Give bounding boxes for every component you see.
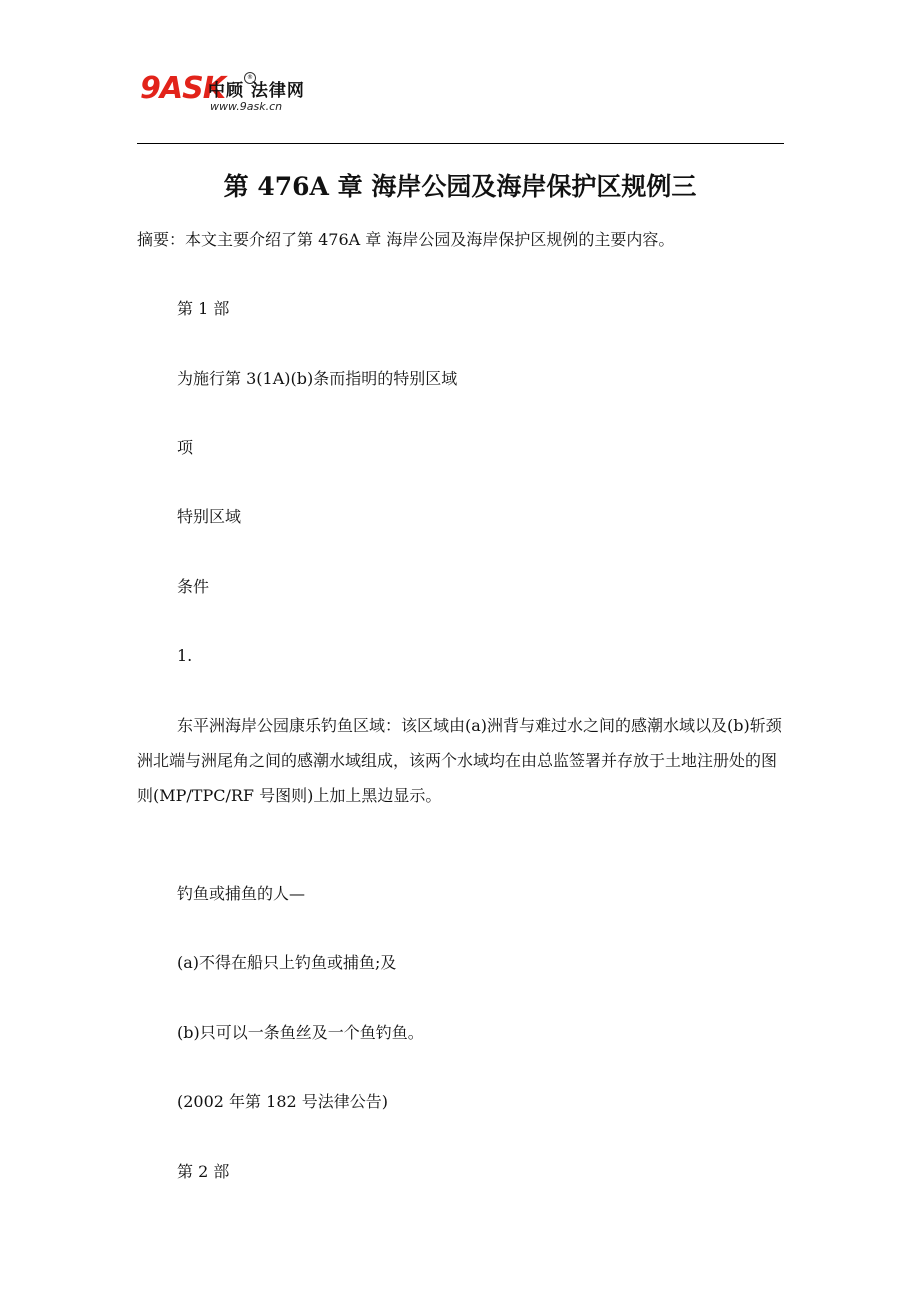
registered-mark-icon: ®	[244, 72, 256, 84]
paragraph: 钓鱼或捕鱼的人—	[177, 884, 306, 903]
paragraph: (a)不得在船只上钓鱼或捕鱼;及	[177, 953, 397, 972]
paragraph: (2002 年第 182 号法律公告)	[177, 1092, 389, 1111]
paragraph: 项	[177, 438, 194, 457]
document-title: 第 476A 章 海岸公园及海岸保护区规例三	[223, 171, 697, 201]
paragraph: 东平洲海岸公园康乐钓鱼区域：该区域由(a)洲背与难过水之间的感潮水域以及(b)斩颈洲北端与洲尾角之间的感潮水域组成，该两个水域均在由总监签署并存放于土地注册处的图则(MP/TPC/RF 号图则)上加上黑边显示。	[137, 716, 782, 805]
paragraph: 为施行第 3(1A)(b)条而指明的特别区域	[177, 369, 458, 388]
paragraph: 特别区域	[177, 507, 242, 526]
logo-url: www.9ask.cn	[210, 100, 283, 113]
abstract: 摘要：本文主要介绍了第 476A 章 海岸公园及海岸保护区规例的主要内容。	[137, 230, 675, 249]
header-divider	[137, 143, 784, 144]
logo-name: 中顾 法律网	[208, 81, 305, 101]
paragraph: 条件	[177, 577, 210, 596]
paragraph: (b)只可以一条鱼丝及一个鱼钓鱼。	[177, 1023, 424, 1042]
paragraph: 1.	[177, 646, 193, 665]
site-logo	[140, 72, 400, 122]
logo-mark: 9ASK	[140, 71, 225, 106]
paragraph: 第 2 部	[177, 1162, 230, 1181]
paragraph: 第 1 部	[177, 299, 230, 318]
